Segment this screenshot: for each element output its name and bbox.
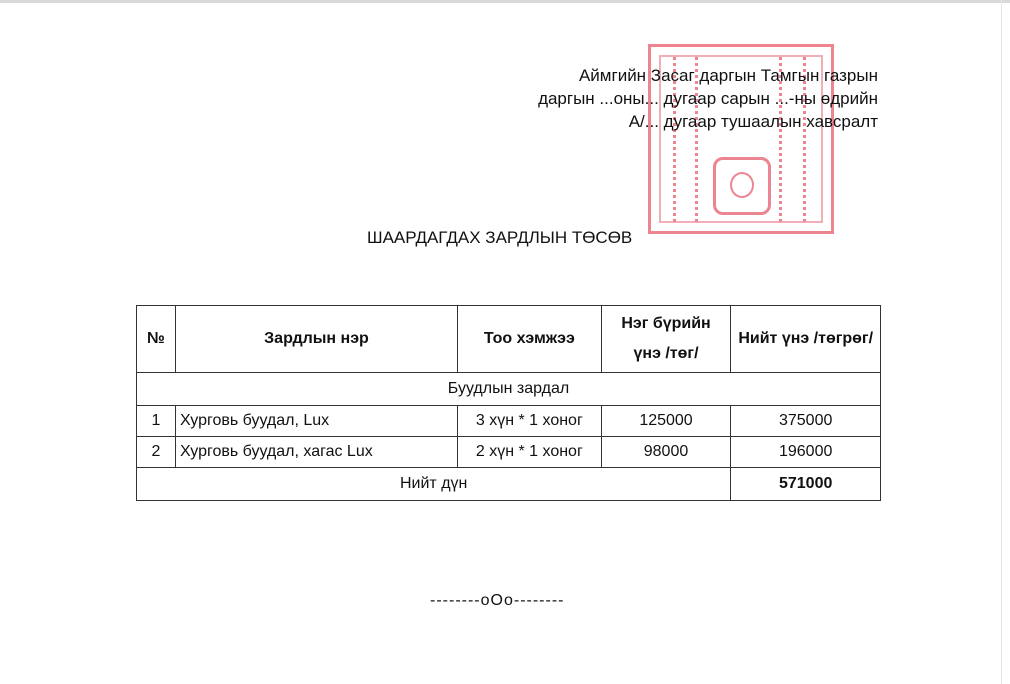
col-header-qty: Тоо хэмжээ [458, 306, 602, 373]
total-label: Нийт дүн [137, 468, 731, 501]
stamp-seal-emblem [713, 157, 771, 215]
cell-total: 196000 [731, 437, 881, 468]
cell-qty: 3 хүн * 1 хоног [458, 406, 602, 437]
cell-name: Хурговь буудал, хагас Lux [175, 437, 457, 468]
cell-no: 1 [137, 406, 176, 437]
col-header-no: № [137, 306, 176, 373]
table-row [137, 437, 881, 468]
total-value: 571000 [731, 468, 881, 501]
cell-qty: 2 хүн * 1 хоног [458, 437, 602, 468]
header-line: даргын ...оны... дугаар сарын ...-ны өдрийн [538, 89, 878, 108]
section-label: Буудлын зардал [137, 373, 881, 406]
header-line: Аймгийн Засаг даргын Тамгын газрын [578, 66, 878, 85]
cell-unit-price: 98000 [601, 437, 731, 468]
document-title: ШААРДАГДАХ ЗАРДЛЫН ТӨСӨВ [367, 228, 633, 247]
total-row [137, 468, 881, 501]
section-row [137, 373, 881, 406]
cost-table [136, 305, 881, 501]
scan-edge-top [0, 0, 1010, 3]
col-header-unit-price: Нэг бүрийн үнэ /төг/ [601, 306, 731, 373]
cell-no: 2 [137, 437, 176, 468]
table-row [137, 406, 881, 437]
col-header-name: Зардлын нэр [175, 306, 457, 373]
scan-edge-right [1001, 0, 1002, 684]
header-line: А/... дугаар тушаалын хавсралт [628, 112, 878, 131]
document-header [538, 64, 878, 133]
cell-total: 375000 [731, 406, 881, 437]
cell-unit-price: 125000 [601, 406, 731, 437]
cell-name: Хурговь буудал, Lux [175, 406, 457, 437]
col-header-total-price: Нийт үнэ /төгрөг/ [731, 306, 881, 373]
table-header-row [137, 306, 881, 373]
closing-mark: --------oOo-------- [430, 592, 565, 609]
